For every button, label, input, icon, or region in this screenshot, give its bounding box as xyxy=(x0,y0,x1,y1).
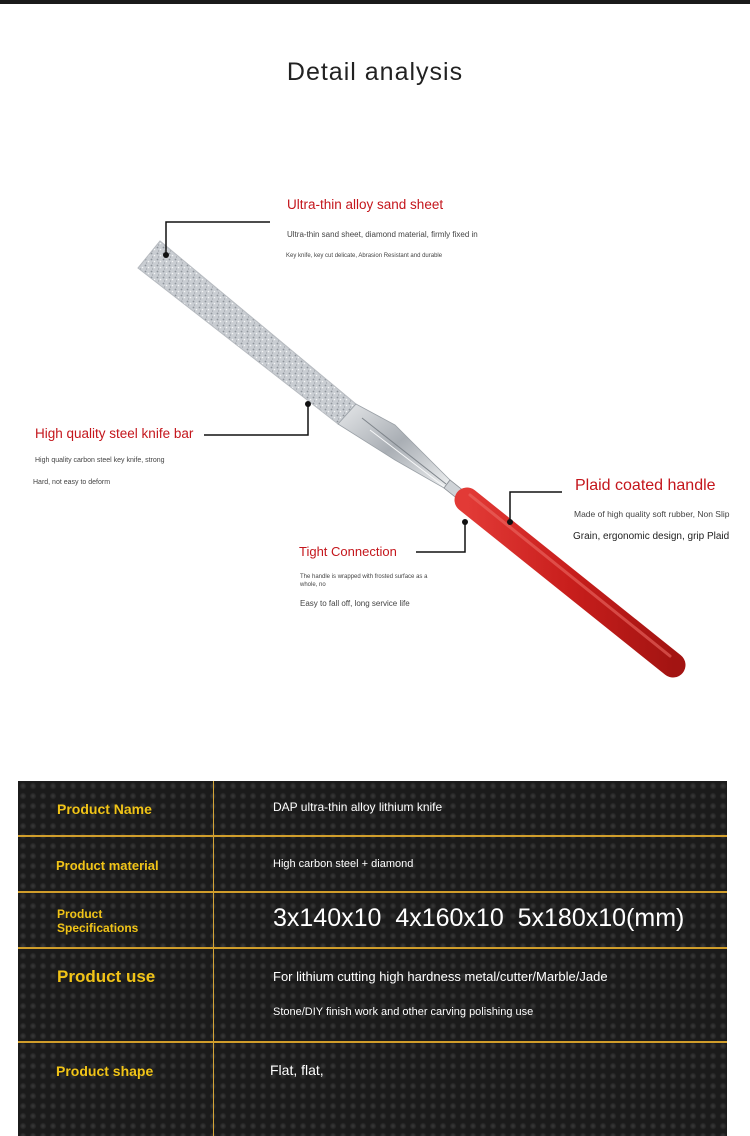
callout-connection-title: Tight Connection xyxy=(299,544,397,559)
table-row xyxy=(18,837,727,893)
row-label-product-shape: Product shape xyxy=(56,1063,154,1079)
callout-connection-line1b: whole, no xyxy=(300,582,326,588)
row-value-product-material: High carbon steel + diamond xyxy=(273,858,414,870)
row-label-product-name: Product Name xyxy=(57,801,152,817)
row-value-product-use-line2: Stone/DIY finish work and other carving polishing use xyxy=(273,1006,534,1018)
row-label-product-material: Product material xyxy=(56,858,159,873)
row-value-product-shape: Flat, flat, xyxy=(270,1062,324,1078)
row-value-product-use-line1: For lithium cutting high hardness metal/cutter/Marble/Jade xyxy=(273,969,608,984)
leader-connection xyxy=(416,522,465,552)
leader-knife-bar xyxy=(204,404,308,435)
callout-handle-title: Plaid coated handle xyxy=(575,477,716,494)
callout-knife-bar-line1: High quality carbon steel key knife, strong xyxy=(35,457,165,464)
table-row xyxy=(18,949,727,1043)
callout-handle-line1: Made of high quality soft rubber, Non Slip xyxy=(574,509,730,519)
row-label-specifications-line2: Specifications xyxy=(57,921,139,935)
leader-handle xyxy=(510,492,562,522)
row-value-specifications: 3x140x10 4x160x10 5x180x10(mm) xyxy=(273,904,685,932)
row-value-product-name: DAP ultra-thin alloy lithium knife xyxy=(273,800,443,814)
table-row xyxy=(18,1043,727,1136)
steel-neck xyxy=(338,404,450,488)
table-row xyxy=(18,781,727,837)
callout-handle-line2: Grain, ergonomic design, grip Plaid xyxy=(573,531,730,542)
callout-connection-line1: The handle is wrapped with frosted surface as a xyxy=(300,574,428,580)
spec-table xyxy=(18,781,727,1136)
table-row xyxy=(18,893,727,949)
page-title: Detail analysis xyxy=(286,58,464,86)
callout-sand-sheet-line2: Key knife, key cut delicate, Abrasion Resistant and durable xyxy=(286,253,443,259)
row-label-specifications-line1: Product xyxy=(57,907,103,921)
leader-sand-sheet xyxy=(166,222,270,255)
callout-knife-bar-title: High quality steel knife bar xyxy=(35,426,194,441)
callout-connection-line2: Easy to fall off, long service life xyxy=(300,599,410,608)
row-label-product-use: Product use xyxy=(57,967,156,986)
callout-sand-sheet-title: Ultra-thin alloy sand sheet xyxy=(287,197,444,212)
red-handle xyxy=(467,500,673,665)
callout-knife-bar-line2: Hard, not easy to deform xyxy=(33,479,111,486)
abrasive-blade xyxy=(138,241,356,424)
callout-sand-sheet-line1: Ultra-thin sand sheet, diamond material, firmly fixed in xyxy=(287,230,478,239)
